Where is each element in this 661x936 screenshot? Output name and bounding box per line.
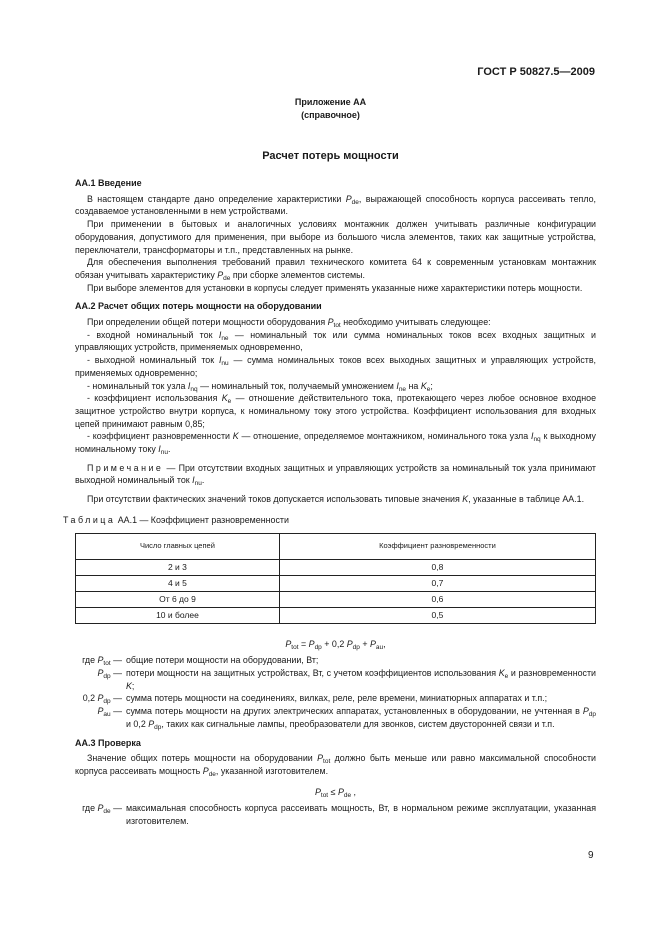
variable: P bbox=[370, 638, 376, 649]
subscript: dp bbox=[154, 723, 162, 731]
paragraph: При выборе элементов для установки в корпусы следует применять указанные ниже характеристики потерь мощности. bbox=[87, 282, 583, 293]
table-cell: 2 и 3 bbox=[76, 559, 280, 575]
subscript: tot bbox=[323, 758, 331, 766]
definition-term: $P_{au}$ — bbox=[97, 706, 122, 719]
definition-term: где $P_{tot}$ — bbox=[82, 655, 122, 668]
subscript: ne bbox=[221, 334, 229, 342]
subscript: nq bbox=[190, 385, 198, 393]
variable: I bbox=[187, 380, 191, 391]
variable: K bbox=[232, 431, 239, 442]
definition-text: максимальная способность корпуса рассеивать мощность, Вт, в нормальном режиме эксплуатации, указанная изготовителем. bbox=[126, 803, 596, 827]
subscript: nu bbox=[194, 480, 202, 488]
subscript: de bbox=[351, 198, 359, 206]
annex-heading bbox=[0, 96, 661, 121]
table-cell: 4 и 5 bbox=[76, 575, 280, 591]
variable: P bbox=[217, 269, 224, 280]
variable: P bbox=[97, 693, 104, 704]
subscript: nu bbox=[160, 449, 168, 457]
definitions-list bbox=[40, 802, 596, 827]
definition-term: 0,2 $P_{dp}$ — bbox=[82, 693, 122, 706]
variable: P bbox=[97, 667, 104, 678]
col-header-circuits: Число главных цепей bbox=[76, 533, 280, 559]
document-header: ГОСТ Р 50827.5—2009 bbox=[477, 66, 595, 78]
paragraph: Значение общих потерь мощности на оборудовании $P_{tot}$ должно быть меньше или равно максимальной способности корпуса рассеивать мощность $P_{de}$, указанной изготовителем. bbox=[75, 753, 596, 778]
table-row bbox=[76, 575, 596, 591]
subscript: dp bbox=[314, 643, 322, 651]
paragraph: - номинальный ток узла $I_{nq}$ — номинальный ток, получаемый умножением $I_{ne}$ на $K_e$; bbox=[87, 380, 433, 393]
paragraph: При определении общей потери мощности оборудования $P_{tot}$ необходимо учитывать следующее: bbox=[87, 317, 491, 330]
table-cell: 0,7 bbox=[279, 575, 595, 591]
table-caption-text: АА.1 — Коэффициент разновременности bbox=[115, 514, 289, 525]
definitions-list bbox=[40, 654, 596, 730]
variable: P bbox=[314, 786, 321, 797]
page-title: Расчет потерь мощности bbox=[262, 150, 399, 162]
subscript: de bbox=[208, 770, 216, 778]
paragraph: При отсутствии фактических значений токов допускается использовать типовые значения K, указанные в таблице АА.1. bbox=[87, 494, 585, 505]
subscript: tot bbox=[103, 660, 111, 668]
variable: K bbox=[221, 393, 228, 404]
definition-text: общие потери мощности на оборудовании, Вт; bbox=[126, 655, 319, 666]
subscript: de bbox=[103, 808, 111, 816]
definition-text: сумма потерь мощности на других электрических аппаратах, установленных в оборудовании, не учтенная в $P_{dp}$ и 0,2 $P_{dp}$, таких как сигнальные лампы, преобразователи для звонков, систем двусторонней связи и т.п. bbox=[126, 706, 596, 731]
variable: P bbox=[97, 803, 104, 814]
table-row bbox=[76, 591, 596, 607]
variable: K bbox=[462, 494, 469, 505]
section-aa2 bbox=[75, 316, 596, 456]
table-cell: 0,8 bbox=[279, 559, 595, 575]
subscript: tot bbox=[291, 643, 299, 651]
variable: P bbox=[337, 786, 344, 797]
subscript: tot bbox=[320, 791, 329, 799]
annex-type: (справочное) bbox=[301, 109, 360, 120]
subscript: nq bbox=[533, 436, 541, 444]
variable: P bbox=[582, 706, 589, 717]
paragraph: - коэффициент разновременности K — отношение, определяемое монтажником, номинального тока узла $I_{nq}$ к выходному номинальному току $I_{nu}$. bbox=[75, 431, 596, 457]
formula-check: $P_{tot} \le P_{de}$ , bbox=[314, 786, 357, 799]
formula-total-loss: $P_{tot} = P_{dp} + 0,2$ $P_{dp} + P_{au}$, bbox=[285, 638, 386, 651]
subscript: dp bbox=[352, 643, 360, 651]
subscript: ne bbox=[398, 385, 407, 393]
variable: I bbox=[396, 380, 399, 391]
variable: I bbox=[530, 431, 534, 442]
paragraph: - коэффициент использования $K_e$ — отношение действительного тока, протекающего через любое основное входное защитное устройство внутри корпуса, к номинальному току этого устройства. Коэффициент использования для входных цепей принимают равным 0,85; bbox=[75, 393, 596, 429]
variable: K bbox=[126, 680, 132, 691]
table-caption bbox=[63, 514, 596, 527]
simultaneity-table bbox=[75, 533, 596, 624]
definition-term: где $P_{de}$ — bbox=[82, 803, 122, 816]
variable: K bbox=[420, 380, 427, 391]
definition-term: $P_{dp}$ — bbox=[97, 667, 122, 680]
variable: P bbox=[308, 638, 315, 649]
subscript: e bbox=[426, 385, 431, 393]
variable: I bbox=[192, 475, 195, 486]
subscript: e bbox=[504, 672, 509, 680]
table-caption-label: Таблица bbox=[63, 514, 116, 525]
section-heading-aa2: АА.2 Расчет общих потерь мощности на оборудовании bbox=[75, 301, 322, 312]
table-row bbox=[76, 607, 596, 623]
note-label: Примечание bbox=[87, 462, 164, 473]
subscript: tot bbox=[333, 322, 341, 330]
definition-text: потери мощности на защитных устройствах, Вт, с учетом коэффициентов использования $K_e$ и разновременности K; bbox=[126, 667, 596, 691]
variable: P bbox=[148, 718, 155, 729]
variable: K bbox=[498, 667, 505, 678]
table-cell: 0,5 bbox=[279, 607, 595, 623]
variable: P bbox=[327, 317, 334, 328]
subscript: e bbox=[227, 398, 232, 406]
paragraph: При применении в бытовых и аналогичных условиях монтажник должен учитывать различные конфигурации оборудования, допустимого для применения, при выборе из большого числа элементов, таких как защитные устройства, переключатели, трансформаторы и т.п., представленных на рынке. bbox=[75, 219, 596, 255]
variable: P bbox=[345, 193, 352, 204]
variable: P bbox=[317, 753, 324, 764]
subscript: dp bbox=[103, 698, 111, 706]
table-header-row bbox=[76, 533, 596, 559]
subscript: dp bbox=[103, 672, 111, 680]
subscript: au bbox=[375, 643, 384, 651]
subscript: de bbox=[223, 274, 231, 282]
variable: P bbox=[97, 706, 104, 717]
document-body bbox=[63, 177, 597, 828]
subscript: nu bbox=[221, 360, 229, 368]
note bbox=[75, 462, 596, 487]
page-number: 9 bbox=[588, 850, 594, 861]
annex-title: Приложение АА bbox=[294, 97, 367, 107]
subscript: dp bbox=[588, 711, 596, 719]
col-header-coefficient: Коэффициент разновременности bbox=[279, 533, 595, 559]
paragraph: - выходной номинальный ток $I_{nu}$ — сумма номинальных токов всех выходных защитных и управляющих устройств, применяемых одновременно; bbox=[75, 355, 596, 378]
table-row bbox=[76, 559, 596, 575]
table-cell: 10 и более bbox=[76, 607, 280, 623]
variable: I bbox=[218, 355, 222, 366]
subscript: au bbox=[103, 711, 111, 719]
variable: P bbox=[346, 638, 353, 649]
variable: I bbox=[158, 444, 161, 455]
subscript: de bbox=[343, 791, 352, 799]
section-heading-aa1: АА.1 Введение bbox=[75, 178, 142, 188]
variable: P bbox=[285, 638, 292, 649]
variable: I bbox=[218, 329, 222, 340]
section-heading-aa3: АА.3 Проверка bbox=[75, 737, 141, 748]
note-text: — При отсутствии входных защитных и управляющих устройств за номинальный ток узла принимают выходной номинальный ток $I_{nu}$. bbox=[75, 462, 596, 488]
paragraph: - входной номинальный ток $I_{ne}$ — номинальный ток или сумма номинальных токов всех входных защитных и управляющих устройств, применяемых одновременно, bbox=[75, 329, 596, 353]
table-cell: От 6 до 9 bbox=[76, 591, 280, 607]
variable: P bbox=[97, 655, 104, 666]
definition-text: сумма потерь мощности на соединениях, вилках, реле, реле времени, миниатюрных аппаратах и т.п.; bbox=[126, 693, 548, 704]
variable: P bbox=[202, 765, 209, 776]
paragraph: Для обеспечения выполнения требований правил технического комитета 64 к современным установкам монтажник обязан учитывать характеристику $P_{de}$ при сборке элементов системы. bbox=[75, 257, 596, 282]
paragraph: В настоящем стандарте дано определение характеристики $P_{de}$, выражающей способность корпуса рассеивать тепло, создаваемое установленными в нем устройствами. bbox=[75, 193, 597, 217]
table-cell: 0,6 bbox=[279, 591, 595, 607]
section-aa1 bbox=[75, 193, 596, 295]
